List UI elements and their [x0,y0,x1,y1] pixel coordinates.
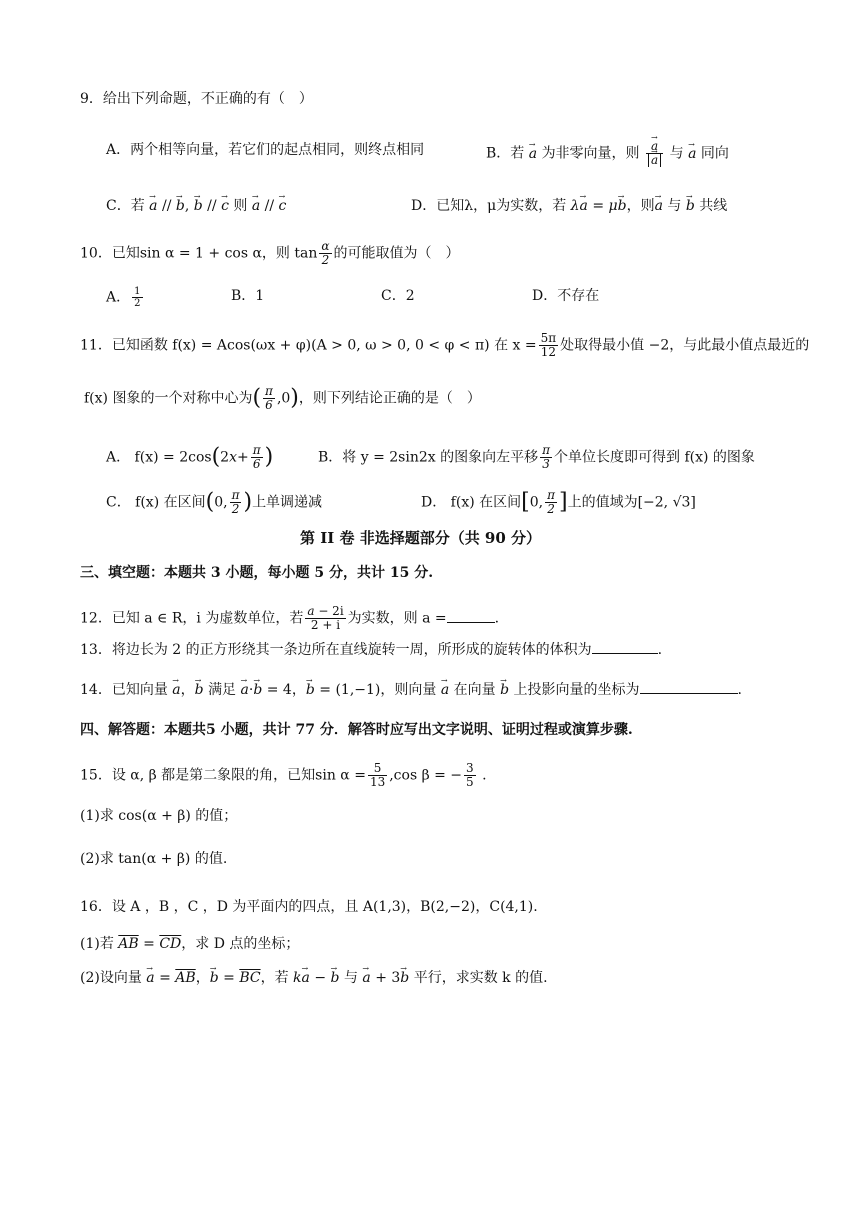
section4-heading: 四、解答题：本题共5 小题，共计 77 分．解答时应写出文字说明、证明过程或演算步骤. [80,722,633,738]
q16-part1: (1)若 $\overline{AB} = \overline{CD}$，求 D 点的坐标； [80,936,300,952]
q16-part2: (2)设向量 → $a = \overline{AB}$，→ $b = \overline{BC}$，若 k→ a − → b 与 → a + 3→ b 平行，求实数 k 的值. [80,968,548,988]
part2-title: 第 II 卷 非选择题部分（共 90 分） [300,529,542,547]
q10-option-c: C．2 [381,288,415,304]
q11-option-d: D． f(x) 在区间[0, $\frac{\pi}{2}$ ]上的值域为[−2, √3] [421,488,696,516]
q9-option-b: B．若 → a 为非零向量，则 → a → a 与 → a 同向 [486,140,729,167]
q14-answer-blank[interactable] [640,681,738,694]
q10-stem: 10．已知sin α = 1 + cos α，则 tan $\frac{\alpha}{2}$ 的可能取值为（ ） [80,239,460,267]
q9-option-d: D．已知λ，μ为实数，若 λ→ a = μ→ b，则→ a 与 → b 共线 [411,196,727,216]
q9-stem: 9．给出下列命题，不正确的有（ ） [80,91,313,107]
q10-option-d: D．不存在 [532,288,600,304]
q13: 13．将边长为 2 的正方形绕其一条边所在直线旋转一周，所形成的旋转体的体积为 . [80,642,663,658]
q15-part2: (2)求 tan(α + β) 的值. [80,851,228,867]
q11-option-c: C． f(x) 在区间(0, $\frac{\pi}{2}$ )上单调递减 [106,488,323,516]
q11-stem: 11．已知函数 f(x) = Acos(ωx + φ)(A > 0, ω > 0, 0 < φ < π) 在 x = $\frac{5\pi}{12}$ 处取得最小值 −2，与此最小值点最近的 [80,331,810,359]
q12: 12．已知 a ∈ R，i 为虚数单位，若 $\frac{a - 2i}{2 + i}$ 为实数，则 a = . [80,604,500,632]
q15-stem: 15．设 α, β 都是第二象限的角，已知sin α = $\frac{5}{13}$ ,cos β = − $\frac{3}{5}$ . [80,761,487,789]
q11-option-b: B．将 y = 2sin2x 的图象向左平移 $\frac{\pi}{3}$ 个单位长度即可得到 f(x) 的图象 [318,443,755,471]
q16-stem: 16．设 A ，B ，C ，D 为平面内的四点，且 A(1,3)，B(2,−2)，C(4,1). [80,899,538,915]
section3-heading: 三、填空题：本题共 3 小题，每小题 5 分，共计 15 分. [80,565,434,581]
q14: 14．已知向量 → a，→ b 满足 → a·→ b = 4，→ b = (1,−1)，则向量 → a 在向量 → b 上投影向量的坐标为 . [80,680,742,700]
q10-option-b: B．1 [231,288,265,304]
q9-option-c: C．若 → a // → b, → b // → c 则 → a // → c [106,196,286,216]
q13-answer-blank[interactable] [592,641,658,654]
q11-stem-line2: f(x) 图象的一个对称中心为( $\frac{\pi}{6}$ ,0)，则下列结论正确的是（ ） [84,384,481,412]
q12-answer-blank[interactable] [447,610,495,623]
q15-part1: (1)求 cos(α + β) 的值； [80,808,238,824]
q11-option-a: A． f(x) = 2cos(2x+ $\frac{\pi}{6}$ ) [106,443,274,471]
q10-option-a: A． $\frac{1}{2}$ [106,286,141,309]
q9-option-a: A．两个相等向量，若它们的起点相同，则终点相同 [106,142,425,158]
